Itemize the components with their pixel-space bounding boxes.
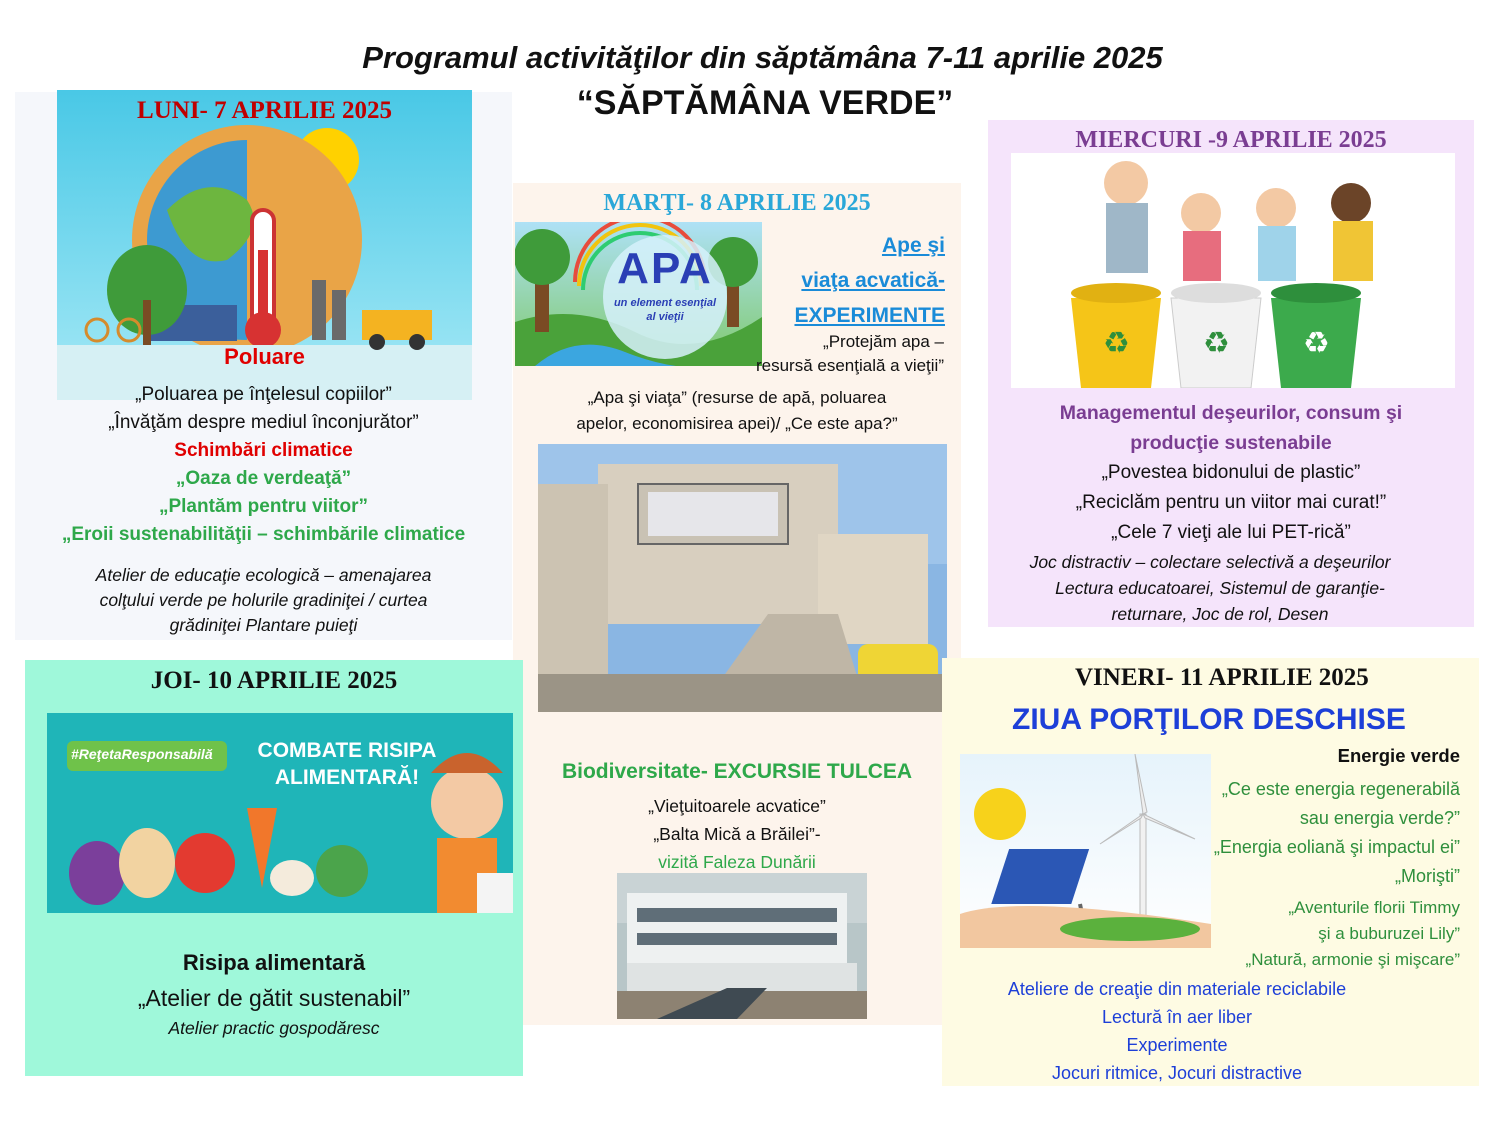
tuesday-trip-lines (513, 792, 961, 876)
banner-title-line: ALIMENTARĂ! (274, 766, 420, 789)
monday-line: „Poluarea pe înţelesul copiilor” (135, 384, 392, 405)
experiments-link-line[interactable]: EXPERIMENTE (794, 304, 945, 327)
tuesday-quote (690, 330, 944, 378)
thursday-activity: Atelier practic gospodăresc (168, 1018, 380, 1038)
experiments-link-line[interactable]: viaţa acvatică- (801, 269, 945, 292)
wednesday-topic-line: producţie sustenabile (1130, 432, 1332, 454)
monday-activity-line: colţului verde pe holurile gradiniţei / curtea (99, 590, 428, 610)
monday-activity-line: grădiniţei Plantare puieţi (169, 615, 358, 635)
friday-blue-line: Lectură în aer liber (1101, 1007, 1253, 1027)
biodiversity-heading: Biodiversitate- EXCURSIE TULCEA (561, 760, 913, 783)
banner-hashtag: #ReţetaResponsabilă (71, 746, 213, 762)
tuesday-quote-line: resursă esenţială a vieţii” (755, 356, 944, 375)
thursday-line: „Atelier de gătit sustenabil” (137, 985, 411, 1011)
svg-text:♻: ♻ (1103, 326, 1130, 361)
wednesday-lines (988, 458, 1474, 548)
wednesday-activity-line: returnare, Joc de rol, Desen (1111, 604, 1329, 624)
monday-activity-line: Atelier de educaţie ecologică – amenajarea (95, 565, 432, 585)
wednesday-topic-line: Managementul deşeurilor, consum şi (1059, 402, 1403, 424)
page-title: Programul activităţilor din săptămâna 7-11 aprilie 2025 (362, 40, 1163, 75)
friday-green-line: „Energia eoliană şi impactul ei” (1213, 837, 1460, 857)
wednesday-line: „Povestea bidonului de plastic” (1101, 462, 1361, 483)
boat-photo (617, 873, 867, 1019)
page-subtitle: “SĂPTĂMÂNA VERDE” (576, 84, 954, 122)
tuesday-trip-line: „Vieţuitoarele acvatice” (648, 796, 826, 816)
wednesday-line: „Cele 7 vieţi ale lui PET-rică” (1111, 522, 1351, 543)
friday-story-line: „Natură, armonie şi mişcare” (1245, 950, 1460, 969)
tuesday-water-lines (513, 385, 961, 437)
wednesday-line: „Reciclăm pentru un viitor mai curat!” (1075, 492, 1387, 513)
tuesday-trip-line: „Balta Mică a Brăilei”- (653, 824, 821, 844)
thursday-topic: Risipa alimentară (182, 950, 366, 975)
monday-green-line: „Oaza de verdeaţă” (175, 468, 352, 489)
friday-green-lines (1100, 775, 1460, 891)
experiments-link-line[interactable]: Ape şi (881, 234, 945, 257)
monday-green-line: „Plantăm pentru viitor” (158, 496, 369, 517)
building-photo (538, 444, 947, 712)
apa-subtitle-line: un element esenţial (613, 297, 717, 309)
svg-text:♻: ♻ (1303, 326, 1330, 361)
tuesday-quote-line: „Protejăm apa – (823, 332, 944, 351)
food-waste-banner (47, 713, 513, 913)
svg-text:♻: ♻ (1203, 326, 1230, 361)
apa-subtitle-line: al vieţii (646, 311, 684, 323)
tuesday-day-heading: MARŢI- 8 APRILIE 2025 (603, 190, 871, 216)
recycling-kids-photo (1011, 153, 1455, 388)
tuesday-water-line: apelor, economisirea apei)/ „Ce este apa?” (576, 414, 898, 433)
friday-blue-line: Ateliere de creaţie din materiale reciclabile (1007, 979, 1347, 999)
thursday-day-heading: JOI- 10 APRILIE 2025 (150, 667, 398, 694)
monday-lines (15, 381, 512, 549)
banner-title-line: COMBATE RISIPA (257, 739, 437, 762)
apa-title: APA (617, 244, 713, 293)
wednesday-day-heading: MIERCURI -9 APRILIE 2025 (1075, 127, 1387, 153)
friday-day-heading: VINERI- 11 APRILIE 2025 (1075, 664, 1369, 691)
banner-title (247, 737, 447, 791)
wednesday-activities (975, 549, 1465, 627)
tuesday-visit: vizită Faleza Dunării (658, 852, 816, 872)
friday-blue-line: Experimente (1126, 1035, 1228, 1055)
monday-line: „Învăţăm despre mediul înconjurător” (108, 412, 419, 433)
wednesday-activity-line: Joc distractiv – colectare selectivă a deşeurilor (1029, 552, 1391, 572)
wednesday-topic (988, 398, 1474, 458)
wednesday-activity-line: Lectura educatoarei, Sistemul de garanţie- (1055, 578, 1385, 598)
friday-blue-lines (942, 975, 1412, 1087)
open-doors-title: ZIUA PORŢILOR DESCHISE (1012, 703, 1406, 736)
friday-topic: Energie verde (1337, 745, 1460, 766)
apa-subtitle (603, 296, 727, 324)
tuesday-experiments-link[interactable] (765, 228, 945, 333)
friday-green-line: sau energia verde?” (1299, 808, 1460, 828)
friday-story-line: şi a buburuzei Lily” (1318, 924, 1460, 943)
monday-day-heading: LUNI- 7 APRILIE 2025 (137, 97, 392, 124)
friday-story-lines (1100, 895, 1460, 973)
monday-topic-pollution: Poluare (224, 344, 305, 369)
friday-green-line: „Ce este energia regenerabilă (1221, 779, 1460, 799)
monday-topic-climate: Schimbări climatice (174, 440, 353, 461)
monday-green-line: „Eroii sustenabilităţii – schimbările climatice (61, 524, 466, 545)
tuesday-water-line: „Apa şi viaţa” (resurse de apă, poluarea (587, 388, 887, 407)
friday-blue-line: Jocuri ritmice, Jocuri distractive (1051, 1063, 1303, 1083)
friday-green-line: „Morişti” (1395, 866, 1460, 886)
monday-activities (15, 563, 512, 638)
friday-story-line: „Aventurile florii Timmy (1288, 898, 1460, 917)
